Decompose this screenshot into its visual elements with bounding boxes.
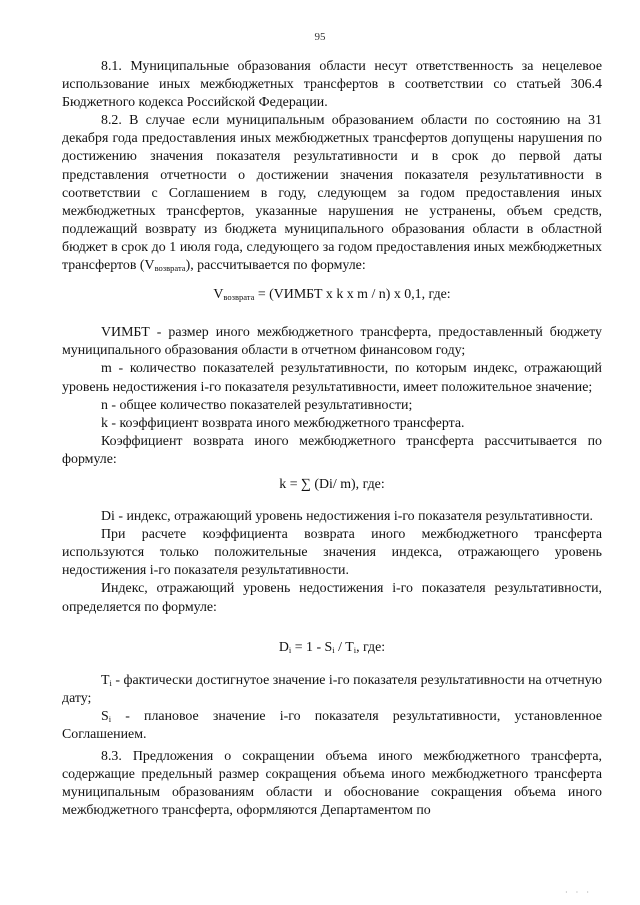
subscript-return: возврата: [154, 263, 186, 274]
formula-v: V: [213, 287, 224, 303]
definition-vimbt: VИМБТ - размер иного межбюджетного трансферта, предоставленный бюджету муниципального образования области в отчетном финансовом году;: [62, 325, 602, 359]
positive-values-note: При расчете коэффициента возврата иного межбюджетного трансферта используются только положительные значения индекса, отражающего уровень недостижения i-го показателя результативности.: [62, 527, 602, 579]
definition-m: m - количество показателей результативности, по которым индекс, отражающий уровень недостижения i-го показателя результативности, имеет положительное значение;: [62, 361, 602, 395]
ti-symbol: T: [101, 672, 110, 688]
scan-mark: · · ·: [565, 888, 592, 897]
paragraph-8-3: 8.3. Предложения о сокращении объема иного межбюджетного трансферта, содержащие предельный размер сокращения объема иного межбюджетного трансферта муниципальным образованиям области и обоснование сокращения объема иного межбюджетного трансферта, оформляются Департаментом по: [62, 749, 602, 819]
paragraph-8-1: 8.1. Муниципальные образования области несут ответственность за нецелевое использование иных межбюджетных трансфертов в соответствии со статьей 306.4 Бюджетного кодекса Российской Федерации.: [62, 59, 602, 111]
formula-di: [62, 639, 602, 657]
formula-sub-i: i: [288, 644, 292, 655]
index-intro: Индекс, отражающий уровень недостижения i-го показателя результативности, определяется по формуле:: [62, 581, 602, 615]
definition-di: Di - индекс, отражающий уровень недостижения i-го показателя результативности.: [101, 509, 594, 525]
formula-sub-i: i: [332, 644, 335, 655]
paragraph-8-2-tail: ), рассчитывается по формуле:: [185, 258, 366, 274]
formula-sub-i: i: [353, 644, 357, 655]
k-intro: Коэффициент возврата иного межбюджетного трансферта рассчитывается по формуле:: [62, 433, 602, 467]
document-body: [62, 58, 602, 820]
page-number: 95: [314, 31, 326, 43]
formula-end: , где:: [356, 639, 386, 655]
si-sub: i: [108, 713, 112, 724]
si-symbol: S: [101, 708, 109, 724]
formula-slash: / T: [334, 639, 354, 655]
paragraph-8-2: [62, 112, 602, 275]
formula-mid: = 1 - S: [291, 639, 333, 655]
paragraph-8-2-text: 8.2. В случае если муниципальным образованием области по состоянию на 31 декабря года предоставления иных межбюджетных трансфертов допущены нарушения по достижению значения показателя результативности и в срок до первой даты представления отчетности о достижении значения показателя результативности в соответствии с Соглашением в году, следующем за годом предоставления иных межбюджетных трансфертов, указанные нарушения не устранены, объем средств, подлежащий возврату из бюджета муниципального образования области в областной бюджет в срок до 1 июля года, следующего за годом предоставления иных межбюджетных трансфертов (V: [62, 113, 602, 274]
ti-sub: i: [109, 677, 112, 688]
formula-d: D: [278, 639, 289, 655]
formula-subscript-return: возврата: [223, 292, 255, 303]
formula-return-volume: [62, 286, 602, 304]
si-text: - плановое значение i-го показателя результативности, установленное Соглашением.: [62, 708, 602, 742]
definition-ti: [62, 672, 602, 708]
definition-n: n - общее количество показателей результативности;: [101, 397, 413, 413]
ti-text: - фактически достигнутое значение i-го показателя результативности на отчетную дату;: [62, 672, 602, 706]
definition-si: [62, 708, 602, 744]
formula-k: k = ∑ (Di/ m), где:: [279, 476, 385, 492]
formula-rest: = (VИМБТ x k x m / n) x 0,1, где:: [254, 287, 451, 303]
definition-k: k - коэффициент возврата иного межбюджетного трансферта.: [101, 415, 465, 431]
